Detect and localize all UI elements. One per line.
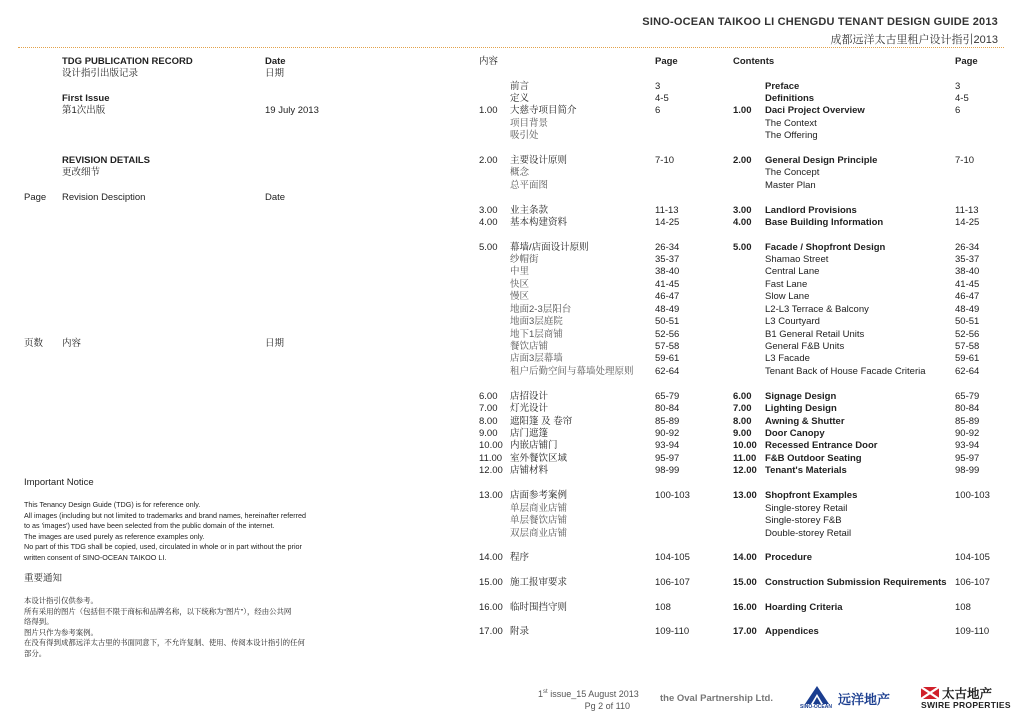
notice-line-cn: 图片只作为参考案例。 <box>24 627 98 637</box>
toc-en-title: Hoarding Criteria <box>765 602 843 613</box>
toc-en-page: 4-5 <box>955 93 969 104</box>
toc-cn-number: 17.00 <box>479 626 503 637</box>
toc-en-number: 5.00 <box>733 242 752 253</box>
toc-cn-page: 57-58 <box>655 341 680 352</box>
toc-cn-title: 基本构建资料 <box>510 217 568 228</box>
toc-cn-number: 1.00 <box>479 105 498 116</box>
toc-cn-title: 遮阳篷 及 卷帘 <box>510 416 573 427</box>
sino-ocean-logo <box>802 684 832 712</box>
first-issue-date: 19 July 2013 <box>265 105 319 116</box>
toc-en-title: Double-storey Retail <box>765 528 852 539</box>
notice-body-cn <box>24 596 305 659</box>
toc-en-page: 59-61 <box>955 353 980 364</box>
toc-en-page: 14-25 <box>955 217 980 228</box>
toc-en-title: L3 Courtyard <box>765 316 820 327</box>
revision-details-title-cn: 更改细节 <box>62 167 101 178</box>
toc-en-page: 52-56 <box>955 329 980 340</box>
toc-cn-number: 12.00 <box>479 465 503 476</box>
toc-cn-title: 概念 <box>510 167 530 178</box>
toc-heading-en: Contents <box>733 56 775 67</box>
toc-en-title: Shamao Street <box>765 254 829 265</box>
revision-col-page: Page <box>24 192 47 203</box>
toc-cn-title: 租户后勤空间与幕墙处理原则 <box>510 366 634 377</box>
toc-en-page: 38-40 <box>955 266 980 277</box>
toc-cn-page: 41-45 <box>655 279 680 290</box>
toc-en-page: 109-110 <box>955 626 990 637</box>
document-subtitle-cn: 成都远洋太古里租户设计指引2013 <box>830 34 998 46</box>
toc-en-title: B1 General Retail Units <box>765 329 865 340</box>
revision-col-description: Revision Desciption <box>62 192 146 203</box>
toc-cn-page: 14-25 <box>655 217 680 228</box>
toc-en-page: 98-99 <box>955 465 980 476</box>
toc-cn-page: 48-49 <box>655 304 680 315</box>
toc-cn-title: 中里 <box>510 266 530 277</box>
first-issue-label: First Issue <box>62 93 110 104</box>
toc-cn-title: 施工报审要求 <box>510 577 568 588</box>
notice-line: This Tenancy Design Guide (TDG) is for reference only. <box>24 500 201 509</box>
toc-cn-title: 临时围挡守则 <box>510 602 568 613</box>
toc-cn-page: 98-99 <box>655 465 680 476</box>
toc-cn-page: 93-94 <box>655 440 680 451</box>
toc-en-title: Tenant's Materials <box>765 465 847 476</box>
toc-cn-title: 幕墙/店面设计原则 <box>510 242 589 253</box>
toc-en-title: Landlord Provisions <box>765 205 857 216</box>
toc-en-page: 65-79 <box>955 391 980 402</box>
toc-cn-number: 4.00 <box>479 217 498 228</box>
toc-cn-page: 104-105 <box>655 552 690 563</box>
toc-page-heading-en: Page <box>955 56 978 67</box>
toc-cn-title: 纱帽街 <box>510 254 539 265</box>
toc-cn-number: 15.00 <box>479 577 503 588</box>
issue-text: issue_15 August 2013 <box>547 689 639 699</box>
publication-record-title-cn: 设计指引出版记录 <box>62 68 139 79</box>
toc-en-page: 80-84 <box>955 403 980 414</box>
toc-cn-title: 地下1层商铺 <box>510 329 563 340</box>
revision-col-description-cn: 内容 <box>62 338 82 349</box>
notice-title: Important Notice <box>24 477 94 488</box>
toc-en-page: 90-92 <box>955 428 980 439</box>
toc-cn-title: 业主条款 <box>510 205 549 216</box>
toc-cn-number: 6.00 <box>479 391 498 402</box>
toc-cn-number: 5.00 <box>479 242 498 253</box>
toc-cn-page: 62-64 <box>655 366 680 377</box>
toc-cn-page: 100-103 <box>655 490 690 501</box>
toc-cn-number: 2.00 <box>479 155 498 166</box>
date-header: Date <box>265 56 286 67</box>
toc-cn-title: 慢区 <box>510 291 530 302</box>
notice-line-cn: 在没有得到成都远洋太古里的书面同意下，不允许复制、使用、传阅本设计指引的任何 <box>24 638 305 647</box>
toc-cn-number: 11.00 <box>479 453 503 464</box>
issue-number: 1 <box>538 689 544 699</box>
toc-heading-cn: 内容 <box>479 56 499 67</box>
toc-en-title: The Context <box>765 118 817 129</box>
toc-en-page: 95-97 <box>955 453 980 464</box>
toc-cn-title: 前言 <box>510 81 530 92</box>
notice-line: No part of this TDG shall be copied, used, circulated in whole or in part without the prior <box>24 542 302 551</box>
toc-en-page: 100-103 <box>955 490 990 501</box>
toc-en-title: Preface <box>765 81 800 92</box>
toc-cn-page: 7-10 <box>655 155 675 166</box>
toc-en-page: 104-105 <box>955 552 990 563</box>
toc-en-title: L3 Facade <box>765 353 810 364</box>
toc-en-number: 13.00 <box>733 490 757 501</box>
toc-cn-title: 双层商业店铺 <box>510 528 568 539</box>
toc-cn-title: 内嵌店铺门 <box>510 440 558 451</box>
toc-en-page: 106-107 <box>955 577 990 588</box>
notice-title-cn: 重要通知 <box>24 573 63 584</box>
toc-en-title: Facade / Shopfront Design <box>765 242 886 253</box>
toc-cn-page: 85-89 <box>655 416 680 427</box>
toc-cn-title: 店面参考案例 <box>510 490 568 501</box>
toc-cn-title: 程序 <box>510 552 530 563</box>
notice-line-cn: 络得到。 <box>24 617 54 626</box>
toc-en-page: 46-47 <box>955 291 980 302</box>
revision-col-page-cn: 页数 <box>24 338 44 349</box>
sino-ocean-logo-text: SINO-OCEAN <box>800 704 832 710</box>
toc-en-title: The Concept <box>765 167 820 178</box>
toc-cn-page: 4-5 <box>655 93 669 104</box>
toc-cn-title: 项目背景 <box>510 118 549 129</box>
toc-en-title: Central Lane <box>765 266 820 277</box>
toc-en-page: 48-49 <box>955 304 980 315</box>
revision-col-date: Date <box>265 192 286 203</box>
toc-en-number: 8.00 <box>733 416 752 427</box>
toc-cn-page: 52-56 <box>655 329 680 340</box>
toc-en-number: 10.00 <box>733 440 757 451</box>
toc-cn-title: 店面3层幕墙 <box>510 353 563 364</box>
notice-line-cn: 部分。 <box>24 648 47 658</box>
toc-cn-title: 快区 <box>510 279 530 290</box>
toc-cn-number: 16.00 <box>479 602 503 613</box>
toc-en-number: 7.00 <box>733 403 752 414</box>
toc-en-title: Definitions <box>765 93 815 104</box>
toc-cn-title: 大慈寺项目简介 <box>510 105 577 116</box>
toc-cn-title: 主要设计原则 <box>510 155 568 166</box>
toc-en-page: 41-45 <box>955 279 980 290</box>
toc-en-number: 14.00 <box>733 552 757 563</box>
toc-cn-number: 10.00 <box>479 440 503 451</box>
toc-cn-page: 46-47 <box>655 291 680 302</box>
toc-cn-number: 13.00 <box>479 490 503 501</box>
toc-cn-page: 109-110 <box>655 626 690 637</box>
toc-cn-title: 吸引处 <box>510 130 539 141</box>
toc-cn-number: 8.00 <box>479 416 498 427</box>
toc-en-title: Master Plan <box>765 180 816 191</box>
toc-en-number: 4.00 <box>733 217 752 228</box>
toc-en-title: Single-storey Retail <box>765 503 848 514</box>
toc-cn-page: 3 <box>655 81 661 92</box>
toc-en-title: Construction Submission Requirements <box>765 577 947 588</box>
toc-cn-title: 室外餐饮区域 <box>510 453 568 464</box>
toc-en-number: 12.00 <box>733 465 757 476</box>
toc-en-title: Base Building Information <box>765 217 884 228</box>
toc-cn-page: 35-37 <box>655 254 680 265</box>
toc-en-number: 15.00 <box>733 577 757 588</box>
toc-en-title: Fast Lane <box>765 279 808 290</box>
toc-cn-page: 106-107 <box>655 577 690 588</box>
toc-en-title: Procedure <box>765 552 812 563</box>
oval-partnership-credit: the Oval Partnership Ltd. <box>660 693 773 704</box>
toc-cn-page: 65-79 <box>655 391 680 402</box>
notice-line: to as 'images') used have been selected from the public domain of the internet. <box>24 521 275 530</box>
toc-page-heading-cn: Page <box>655 56 678 67</box>
toc-en-title: Single-storey F&B <box>765 515 842 526</box>
toc-cn-title: 店门遮篷 <box>510 428 549 439</box>
toc-cn-title: 单层商业店铺 <box>510 503 568 514</box>
toc-cn-page: 50-51 <box>655 316 680 327</box>
revision-details-title: REVISION DETAILS <box>62 155 150 166</box>
toc-cn-page: 11-13 <box>655 205 679 216</box>
notice-line-cn: 所有采用的图片（包括但不限于商标和品牌名称，以下统称为“图片”），经由公共网 <box>24 606 292 616</box>
toc-en-title: Recessed Entrance Door <box>765 440 878 451</box>
notice-line: written consent of SINO-OCEAN TAIKOO LI. <box>24 552 167 562</box>
toc-en-page: 108 <box>955 602 971 613</box>
publication-record-title: TDG PUBLICATION RECORD <box>62 56 193 67</box>
toc-cn-title: 餐饮店铺 <box>510 341 549 352</box>
toc-en-page: 35-37 <box>955 254 980 265</box>
toc-cn-page: 95-97 <box>655 453 680 464</box>
toc-cn-page: 38-40 <box>655 266 680 277</box>
toc-cn-page: 59-61 <box>655 353 680 364</box>
toc-en-number: 2.00 <box>733 155 752 166</box>
toc-cn-title: 单层餐饮店铺 <box>510 515 568 526</box>
first-issue-label-cn: 第1次出版 <box>62 105 106 116</box>
issue-date <box>538 689 639 699</box>
toc-en-title: Daci Project Overview <box>765 105 865 116</box>
toc-en-number: 9.00 <box>733 428 752 439</box>
toc-cn-page: 6 <box>655 105 661 116</box>
toc-cn-number: 9.00 <box>479 428 498 439</box>
toc-en-number: 17.00 <box>733 626 757 637</box>
toc-en-page: 50-51 <box>955 316 980 327</box>
toc-cn-title: 店招设计 <box>510 391 549 402</box>
document-title: SINO-OCEAN TAIKOO LI CHENGDU TENANT DESIGN GUIDE 2013 <box>642 16 998 28</box>
toc-cn-page: 26-34 <box>655 242 680 253</box>
toc-en-number: 3.00 <box>733 205 752 216</box>
toc-en-page: 93-94 <box>955 440 980 451</box>
toc-en-number: 11.00 <box>733 453 757 464</box>
toc-en-title: Signage Design <box>765 391 837 402</box>
toc-en-page: 62-64 <box>955 366 980 377</box>
sino-ocean-name-cn: 远洋地产 <box>838 692 891 707</box>
toc-en-title: Lighting Design <box>765 403 837 414</box>
toc-en-title: Slow Lane <box>765 291 810 302</box>
swire-name-en: SWIRE PROPERTIES <box>921 700 1011 710</box>
toc-cn-title: 灯光设计 <box>510 403 549 414</box>
issue-suffix: st <box>543 689 548 695</box>
toc-en-title: L2-L3 Terrace & Balcony <box>765 304 869 315</box>
toc-cn-title: 总平面图 <box>510 180 549 191</box>
toc-cn-title: 附录 <box>510 626 530 637</box>
date-header-cn: 日期 <box>265 68 285 79</box>
swire-logo-icon <box>921 686 939 698</box>
toc-cn-title: 地面2-3层阳台 <box>510 304 572 315</box>
toc-en-number: 16.00 <box>733 602 757 613</box>
toc-cn-page: 108 <box>655 602 671 613</box>
swire-name-cn: 太古地产 <box>942 687 993 701</box>
toc-en-number: 1.00 <box>733 105 752 116</box>
toc-cn-title: 定义 <box>510 93 530 104</box>
notice-line: All images (including but not limited to trademarks and brand names, hereinafter referred <box>24 510 307 520</box>
toc-en-title: General F&B Units <box>765 341 845 352</box>
toc-en-page: 57-58 <box>955 341 980 352</box>
toc-en-title: Awning & Shutter <box>765 416 845 427</box>
toc-en-page: 6 <box>955 105 961 116</box>
toc-en-page: 7-10 <box>955 155 975 166</box>
notice-line: The images are used purely as reference examples only. <box>24 531 205 541</box>
toc-en-page: 11-13 <box>955 205 979 216</box>
header-divider <box>18 47 1004 48</box>
toc-cn-number: 3.00 <box>479 205 498 216</box>
toc-en-page: 85-89 <box>955 416 980 427</box>
toc-cn-page: 90-92 <box>655 428 680 439</box>
toc-cn-number: 7.00 <box>479 403 498 414</box>
toc-cn-number: 14.00 <box>479 552 503 563</box>
toc-en-page: 26-34 <box>955 242 980 253</box>
toc-en-title: F&B Outdoor Seating <box>765 453 862 464</box>
notice-body <box>24 500 306 563</box>
toc-en-title: General Design Principle <box>765 155 878 166</box>
notice-line-cn: 本设计指引仅供参考。 <box>24 596 98 605</box>
toc-cn-title: 地面3层庭院 <box>510 316 563 327</box>
toc-cn-page: 80-84 <box>655 403 680 414</box>
page-number: Pg 2 of 110 <box>584 701 630 711</box>
toc-en-page: 3 <box>955 81 961 92</box>
toc-en-title: Door Canopy <box>765 428 825 439</box>
toc-cn-title: 店铺材料 <box>510 465 549 476</box>
toc-en-number: 6.00 <box>733 391 752 402</box>
toc-en-title: Shopfront Examples <box>765 490 858 501</box>
revision-col-date-cn: 日期 <box>265 338 285 349</box>
toc-en-title: Tenant Back of House Facade Criteria <box>765 366 926 377</box>
toc-en-title: Appendices <box>765 626 819 637</box>
toc-en-title: The Offering <box>765 130 818 141</box>
